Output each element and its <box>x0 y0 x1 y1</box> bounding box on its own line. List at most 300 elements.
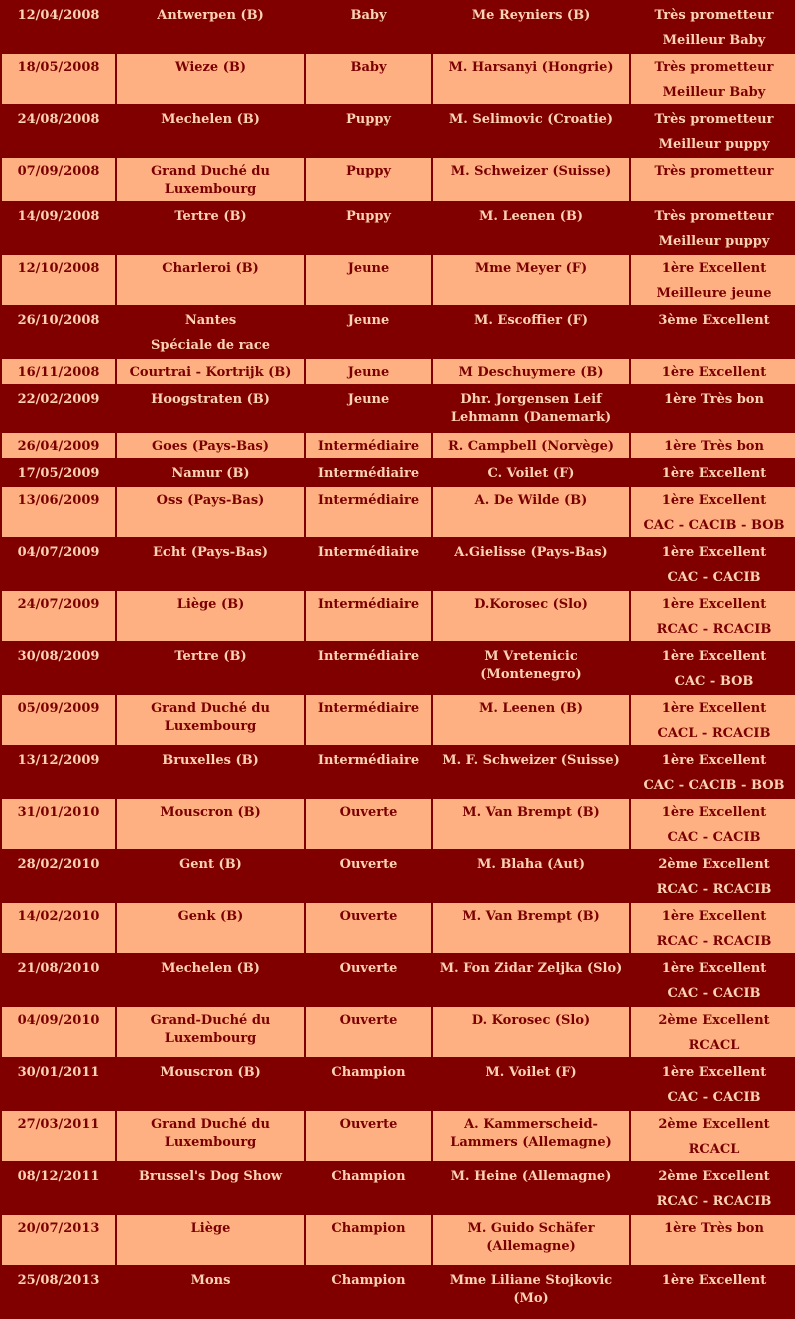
judge-cell <box>433 1163 629 1213</box>
place-text: Courtrai - Kortrijk (B) <box>129 365 292 380</box>
class-text: Ouverte <box>339 909 398 924</box>
place-text: Grand Duché du Luxembourg <box>151 701 270 734</box>
judge-text: Mme Meyer (F) <box>474 261 588 276</box>
class-text: Champion <box>331 1273 406 1288</box>
judge-cell <box>433 255 629 305</box>
judge-text: M. Voilet (F) <box>485 1065 577 1080</box>
date-cell <box>2 54 115 104</box>
class-text: Intermédiaire <box>317 439 420 454</box>
judge-cell <box>433 106 629 156</box>
result-text: 1ère Très bon <box>664 392 764 407</box>
result-row <box>2 851 795 901</box>
result-cell <box>631 433 795 458</box>
result-text: 1ère Excellent <box>661 649 767 664</box>
date-cell <box>2 539 115 589</box>
result-text: 3ème Excellent <box>658 313 770 328</box>
date-cell <box>2 747 115 797</box>
award-text: CAC - CACIB - BOB <box>643 518 785 533</box>
result-cell <box>631 1007 795 1057</box>
date-text: 04/09/2010 <box>17 1013 100 1028</box>
award-text: CAC - CACIB - BOB <box>643 778 785 793</box>
award-text: Meilleur Baby <box>662 85 766 100</box>
date-cell <box>2 433 115 458</box>
judge-text: M Deschuymere (B) <box>458 365 604 380</box>
date-cell <box>2 799 115 849</box>
judge-text: M. Selimovic (Croatie) <box>448 112 614 127</box>
date-text: 12/04/2008 <box>17 8 100 23</box>
judge-cell <box>433 591 629 641</box>
result-row <box>2 2 795 52</box>
date-cell <box>2 1163 115 1213</box>
judge-cell <box>433 307 629 357</box>
result-row <box>2 54 795 104</box>
result-cell <box>631 386 795 431</box>
result-text: 1ère Excellent <box>661 805 767 820</box>
date-text: 30/08/2009 <box>17 649 100 664</box>
date-text: 18/05/2008 <box>17 60 100 75</box>
class-cell <box>306 203 431 253</box>
date-text: 05/09/2009 <box>17 701 100 716</box>
class-cell <box>306 106 431 156</box>
result-cell <box>631 54 795 104</box>
result-row <box>2 460 795 485</box>
result-text: Très prometteur <box>654 112 774 127</box>
result-text: Très prometteur <box>654 8 774 23</box>
judge-cell <box>433 643 629 693</box>
result-cell <box>631 695 795 745</box>
class-cell <box>306 539 431 589</box>
result-text: 1ère Excellent <box>661 701 767 716</box>
class-cell <box>306 1267 431 1317</box>
date-cell <box>2 643 115 693</box>
date-text: 13/06/2009 <box>17 493 100 508</box>
result-text: Très prometteur <box>654 164 774 179</box>
class-text: Ouverte <box>339 961 398 976</box>
judge-cell <box>433 851 629 901</box>
judge-text: A. De Wilde (B) <box>474 493 588 508</box>
result-text: Très prometteur <box>654 60 774 75</box>
judge-text: M. Blaha (Aut) <box>476 857 586 872</box>
date-text: 24/07/2009 <box>17 597 100 612</box>
result-row <box>2 591 795 641</box>
class-cell <box>306 903 431 953</box>
class-text: Baby <box>350 8 387 23</box>
class-text: Puppy <box>346 112 391 127</box>
judge-cell <box>433 1059 629 1109</box>
date-cell <box>2 203 115 253</box>
award-text: CAC - CACIB <box>667 570 761 585</box>
date-text: 28/02/2010 <box>17 857 100 872</box>
date-text: 07/09/2008 <box>17 164 100 179</box>
place-text: Genk (B) <box>177 909 244 924</box>
judge-cell <box>433 695 629 745</box>
place-cell <box>117 591 304 641</box>
class-cell <box>306 54 431 104</box>
judge-text: D.Korosec (Slo) <box>474 597 588 612</box>
judge-text: Mme Liliane Stojkovic (Mo) <box>449 1273 613 1306</box>
date-text: 14/09/2008 <box>17 209 100 224</box>
date-cell <box>2 307 115 357</box>
result-cell <box>631 799 795 849</box>
date-text: 24/08/2008 <box>17 112 100 127</box>
date-cell <box>2 1215 115 1265</box>
result-cell <box>631 643 795 693</box>
place-cell <box>117 460 304 485</box>
judge-cell <box>433 386 629 431</box>
result-text: 1ère Excellent <box>661 909 767 924</box>
place-text: Antwerpen (B) <box>157 8 264 23</box>
class-cell <box>306 1215 431 1265</box>
result-text: 2ème Excellent <box>658 1013 770 1028</box>
date-cell <box>2 255 115 305</box>
class-text: Jeune <box>347 261 390 276</box>
place-cell <box>117 851 304 901</box>
place-cell <box>117 2 304 52</box>
date-text: 27/03/2011 <box>17 1117 100 1132</box>
judge-cell <box>433 1267 629 1317</box>
result-text: 1ère Excellent <box>661 493 767 508</box>
result-text: 1ère Excellent <box>661 753 767 768</box>
class-text: Baby <box>350 60 387 75</box>
judge-cell <box>433 955 629 1005</box>
place-cell <box>117 386 304 431</box>
class-text: Puppy <box>346 164 391 179</box>
date-cell <box>2 1059 115 1109</box>
judge-text: M. Schweizer (Suisse) <box>450 164 612 179</box>
result-row <box>2 203 795 253</box>
class-cell <box>306 695 431 745</box>
result-cell <box>631 1215 795 1265</box>
place-cell <box>117 255 304 305</box>
award-text: RCAC - RCACIB <box>656 882 772 897</box>
date-text: 22/02/2009 <box>17 392 100 407</box>
class-text: Ouverte <box>339 1013 398 1028</box>
date-text: 30/01/2011 <box>17 1065 100 1080</box>
judge-cell <box>433 359 629 384</box>
class-text: Intermédiaire <box>317 753 420 768</box>
place-text: Tertre (B) <box>174 209 247 224</box>
judge-cell <box>433 203 629 253</box>
result-text: 1ère Excellent <box>661 597 767 612</box>
class-cell <box>306 955 431 1005</box>
class-cell <box>306 460 431 485</box>
judge-text: M. Leenen (B) <box>478 209 584 224</box>
class-cell <box>306 1059 431 1109</box>
award-text: Meilleur puppy <box>658 234 770 249</box>
result-cell <box>631 1163 795 1213</box>
place-text: Namur (B) <box>171 466 250 481</box>
class-cell <box>306 851 431 901</box>
place-cell <box>117 1059 304 1109</box>
award-text: CAC - CACIB <box>667 830 761 845</box>
result-text: 1ère Excellent <box>661 1273 767 1288</box>
class-cell <box>306 386 431 431</box>
class-text: Jeune <box>347 392 390 407</box>
date-cell <box>2 158 115 201</box>
place-text: Hoogstraten (B) <box>151 392 270 407</box>
judge-text: M. Van Brempt (B) <box>462 909 600 924</box>
result-cell <box>631 1111 795 1161</box>
result-cell <box>631 1059 795 1109</box>
class-text: Intermédiaire <box>317 545 420 560</box>
result-row <box>2 695 795 745</box>
place-cell <box>117 539 304 589</box>
place-cell <box>117 1267 304 1317</box>
judge-text: M. Heine (Allemagne) <box>450 1169 612 1184</box>
place-text: Grand Duché du Luxembourg <box>151 1117 270 1150</box>
place-cell <box>117 433 304 458</box>
result-row <box>2 1111 795 1161</box>
judge-text: M. F. Schweizer (Suisse) <box>442 753 620 768</box>
result-cell <box>631 359 795 384</box>
judge-cell <box>433 1215 629 1265</box>
result-row <box>2 1163 795 1213</box>
judge-text: M. Fon Zidar Zeljka (Slo) <box>439 961 623 976</box>
place-text: Mouscron (B) <box>160 805 261 820</box>
class-cell <box>306 799 431 849</box>
award-text: RCACL <box>688 1038 740 1053</box>
judge-text: D. Korosec (Slo) <box>471 1013 591 1028</box>
result-cell <box>631 158 795 201</box>
class-text: Intermédiaire <box>317 466 420 481</box>
class-cell <box>306 307 431 357</box>
place-text: Oss (Pays-Bas) <box>156 493 265 508</box>
place-cell <box>117 158 304 201</box>
result-row <box>2 487 795 537</box>
class-cell <box>306 591 431 641</box>
result-cell <box>631 307 795 357</box>
place-text: Charleroi (B) <box>162 261 259 276</box>
judge-cell <box>433 54 629 104</box>
date-text: 20/07/2013 <box>17 1221 100 1236</box>
date-cell <box>2 903 115 953</box>
result-cell <box>631 487 795 537</box>
place-text: Grand-Duché du Luxembourg <box>150 1013 271 1046</box>
result-text: 1ère Excellent <box>661 466 767 481</box>
place-cell <box>117 54 304 104</box>
result-cell <box>631 747 795 797</box>
place-text: Mechelen (B) <box>161 112 260 127</box>
place-cell <box>117 643 304 693</box>
result-row <box>2 903 795 953</box>
result-text: 1ère Excellent <box>661 961 767 976</box>
result-text: 1ère Excellent <box>661 365 767 380</box>
result-text: 2ème Excellent <box>658 857 770 872</box>
judge-cell <box>433 747 629 797</box>
class-cell <box>306 487 431 537</box>
award-text: CAC - CACIB <box>667 986 761 1001</box>
class-text: Intermédiaire <box>317 597 420 612</box>
result-row <box>2 1007 795 1057</box>
result-cell <box>631 255 795 305</box>
date-text: 25/08/2013 <box>17 1273 100 1288</box>
date-cell <box>2 1007 115 1057</box>
date-cell <box>2 386 115 431</box>
judge-cell <box>433 1111 629 1161</box>
result-row <box>2 106 795 156</box>
date-cell <box>2 359 115 384</box>
award-text: RCAC - RCACIB <box>656 622 772 637</box>
result-text: 2ème Excellent <box>658 1169 770 1184</box>
place-cell <box>117 799 304 849</box>
class-text: Champion <box>331 1065 406 1080</box>
award-text: Meilleur puppy <box>658 137 770 152</box>
date-cell <box>2 1267 115 1317</box>
result-text: 1ère Excellent <box>661 1065 767 1080</box>
date-cell <box>2 591 115 641</box>
class-cell <box>306 643 431 693</box>
date-text: 16/11/2008 <box>17 365 100 380</box>
judge-text: M. Harsanyi (Hongrie) <box>448 60 614 75</box>
class-text: Jeune <box>347 313 390 328</box>
result-text: 2ème Excellent <box>658 1117 770 1132</box>
result-cell <box>631 2 795 52</box>
result-row <box>2 799 795 849</box>
judge-text: M Vretenicic (Montenegro) <box>480 649 582 682</box>
place-text: Grand Duché du Luxembourg <box>151 164 270 197</box>
place-cell <box>117 1007 304 1057</box>
result-text: 1ère Excellent <box>661 261 767 276</box>
date-cell <box>2 955 115 1005</box>
class-text: Jeune <box>347 365 390 380</box>
place-extra-text: Spéciale de race <box>150 338 271 353</box>
judge-cell <box>433 433 629 458</box>
class-cell <box>306 158 431 201</box>
result-cell <box>631 1267 795 1317</box>
result-cell <box>631 955 795 1005</box>
result-row <box>2 1059 795 1109</box>
judge-text: Dhr. Jorgensen Leif Lehmann (Danemark) <box>450 392 612 425</box>
result-row <box>2 255 795 305</box>
place-cell <box>117 487 304 537</box>
result-row <box>2 307 795 357</box>
place-cell <box>117 1163 304 1213</box>
date-cell <box>2 487 115 537</box>
place-text: Nantes <box>184 313 237 328</box>
class-cell <box>306 747 431 797</box>
class-cell <box>306 1163 431 1213</box>
place-text: Liège <box>190 1221 231 1236</box>
award-text: Meilleur Baby <box>662 33 766 48</box>
class-text: Intermédiaire <box>317 701 420 716</box>
result-row <box>2 747 795 797</box>
judge-text: Me Reyniers (B) <box>471 8 591 23</box>
place-text: Gent (B) <box>179 857 242 872</box>
judge-text: A. Kammerscheid-Lammers (Allemagne) <box>450 1117 612 1150</box>
place-cell <box>117 1111 304 1161</box>
result-cell <box>631 591 795 641</box>
class-text: Ouverte <box>339 805 398 820</box>
results-table-body <box>2 2 795 1317</box>
result-cell <box>631 460 795 485</box>
award-text: CACL - RCACIB <box>657 726 771 741</box>
date-cell <box>2 851 115 901</box>
award-text: Meilleure jeune <box>656 286 772 301</box>
place-cell <box>117 955 304 1005</box>
place-cell <box>117 747 304 797</box>
date-cell <box>2 460 115 485</box>
date-cell <box>2 2 115 52</box>
result-cell <box>631 539 795 589</box>
judge-text: M. Van Brempt (B) <box>462 805 600 820</box>
judge-text: M. Escoffier (F) <box>473 313 589 328</box>
place-text: Goes (Pays-Bas) <box>151 439 270 454</box>
place-cell <box>117 903 304 953</box>
result-row <box>2 386 795 431</box>
date-text: 12/10/2008 <box>17 261 100 276</box>
judge-cell <box>433 158 629 201</box>
class-cell <box>306 1007 431 1057</box>
result-text: 1ère Très bon <box>664 1221 764 1236</box>
place-text: Brussel's Dog Show <box>138 1169 283 1184</box>
place-text: Mouscron (B) <box>160 1065 261 1080</box>
class-text: Puppy <box>346 209 391 224</box>
judge-text: M. Guido Schäfer (Allemagne) <box>467 1221 595 1254</box>
result-row <box>2 359 795 384</box>
judge-text: A.Gielisse (Pays-Bas) <box>454 545 608 560</box>
result-row <box>2 643 795 693</box>
result-cell <box>631 106 795 156</box>
class-cell <box>306 255 431 305</box>
judge-cell <box>433 903 629 953</box>
date-text: 14/02/2010 <box>17 909 100 924</box>
class-cell <box>306 2 431 52</box>
place-cell <box>117 359 304 384</box>
class-cell <box>306 359 431 384</box>
place-cell <box>117 203 304 253</box>
date-text: 13/12/2009 <box>17 753 100 768</box>
date-cell <box>2 1111 115 1161</box>
judge-cell <box>433 539 629 589</box>
result-row <box>2 955 795 1005</box>
place-text: Liège (B) <box>176 597 245 612</box>
award-text: CAC - BOB <box>674 674 754 689</box>
place-text: Wieze (B) <box>174 60 247 75</box>
place-text: Echt (Pays-Bas) <box>153 545 268 560</box>
place-text: Bruxelles (B) <box>162 753 259 768</box>
result-cell <box>631 851 795 901</box>
date-text: 31/01/2010 <box>17 805 100 820</box>
class-text: Intermédiaire <box>317 649 420 664</box>
award-text: CAC - CACIB <box>667 1090 761 1105</box>
class-text: Ouverte <box>339 1117 398 1132</box>
place-cell <box>117 1215 304 1265</box>
class-text: Champion <box>331 1169 406 1184</box>
place-cell <box>117 106 304 156</box>
class-text: Intermédiaire <box>317 493 420 508</box>
date-text: 08/12/2011 <box>17 1169 100 1184</box>
result-cell <box>631 903 795 953</box>
result-text: Très prometteur <box>654 209 774 224</box>
place-text: Mons <box>190 1273 231 1288</box>
place-text: Tertre (B) <box>174 649 247 664</box>
result-row <box>2 158 795 201</box>
date-text: 21/08/2010 <box>17 961 100 976</box>
date-cell <box>2 106 115 156</box>
judge-cell <box>433 2 629 52</box>
judge-text: C. Voilet (F) <box>487 466 575 481</box>
date-text: 26/10/2008 <box>17 313 100 328</box>
award-text: RCAC - RCACIB <box>656 934 772 949</box>
judge-cell <box>433 487 629 537</box>
result-row <box>2 433 795 458</box>
class-cell <box>306 1111 431 1161</box>
place-cell <box>117 695 304 745</box>
date-text: 17/05/2009 <box>17 466 100 481</box>
judge-cell <box>433 799 629 849</box>
class-cell <box>306 433 431 458</box>
result-row <box>2 1267 795 1317</box>
